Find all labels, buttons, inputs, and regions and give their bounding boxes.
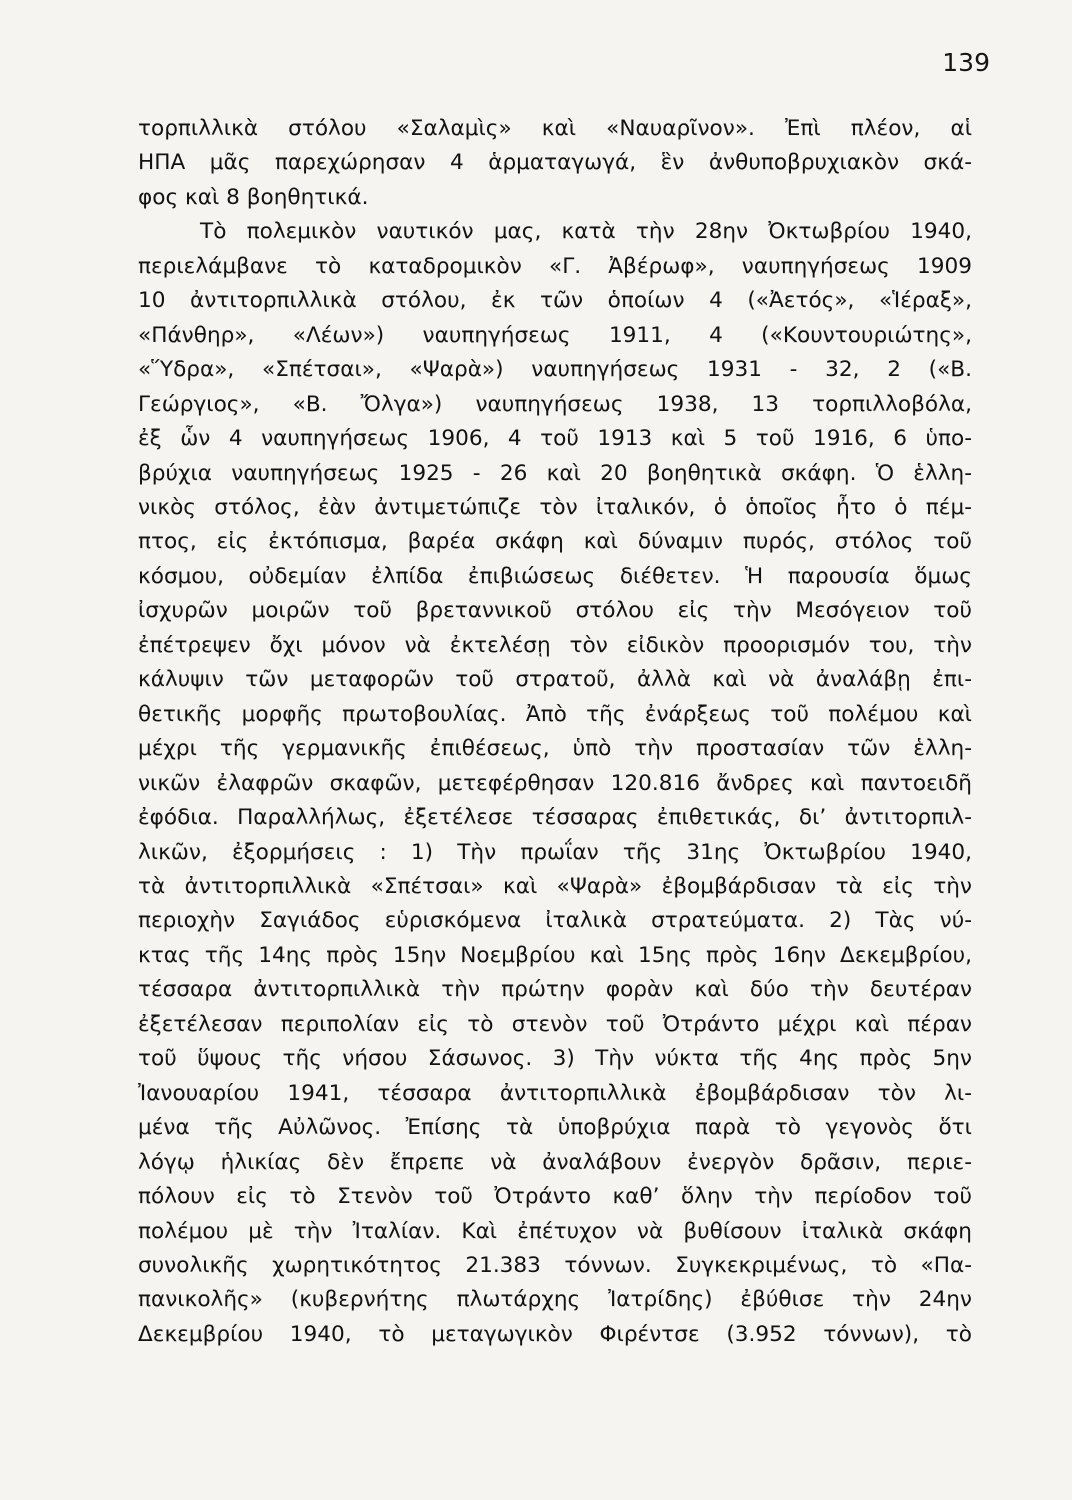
text-line: φος καὶ 8 βοηθητικά. — [138, 184, 369, 210]
text-line: «Πάνθηρ», «Λέων») ναυπηγήσεως 1911, 4 («Κουντουριώτης», — [138, 322, 972, 348]
paragraph-1 — [138, 112, 972, 215]
page-number: 139 — [942, 48, 990, 77]
text-line: ἰσχυρῶν μοιρῶν τοῦ βρεταννικοῦ στόλου εἰς τὴν Μεσόγειον τοῦ — [138, 598, 972, 624]
text-line: κτας τῆς 14ης πρὸς 15ην Νοεμβρίου καὶ 15ης πρὸς 16ην Δεκεμβρίου, — [138, 942, 972, 968]
text-line: κόσμου, οὐδεμίαν ἐλπίδα ἐπιβιώσεως διέθετεν. Ἡ παρουσία ὅμως — [138, 563, 972, 589]
text-line: τοῦ ὕψους τῆς νήσου Σάσωνος. 3) Τὴν νύκτα τῆς 4ης πρὸς 5ην — [138, 1046, 972, 1072]
text-line: πανικολῆς» (κυβερνήτης πλωτάρχης Ἰατρίδης) ἐβύθισε τὴν 24ην — [138, 1287, 972, 1313]
text-line: νικῶν ἐλαφρῶν σκαφῶν, μετεφέρθησαν 120.816 ἄνδρες καὶ παντοειδῆ — [138, 770, 972, 796]
text-line: νικὸς στόλος, ἐὰν ἀντιμετώπιζε τὸν ἰταλικόν, ὁ ὁποῖος ἦτο ὁ πέμ- — [138, 494, 972, 520]
text-line: 10 ἀντιτορπιλλικὰ στόλου, ἐκ τῶν ὁποίων 4 («Ἀετός», «Ἱέραξ», — [138, 288, 972, 314]
text-line: ΗΠΑ μᾶς παρεχώρησαν 4 ἁρματαγωγά, ἓν ἀνθυποβρυχιακὸν σκά- — [138, 150, 972, 176]
text-line: μένα τῆς Αὐλῶνος. Ἐπίσης τὰ ὑποβρύχια παρὰ τὸ γεγονὸς ὅτι — [138, 1115, 972, 1141]
text-line: ἐφόδια. Παραλλήλως, ἐξετέλεσε τέσσαρας ἐπιθετικάς, δι’ ἀντιτορπιλ- — [138, 805, 972, 831]
text-line: Γεώργιος», «Β. Ὄλγα») ναυπηγήσεως 1938, 13 τορπιλλοβόλα, — [138, 391, 972, 417]
text-line: κάλυψιν τῶν μεταφορῶν τοῦ στρατοῦ, ἀλλὰ καὶ νὰ ἀναλάβῃ ἐπι- — [138, 667, 972, 693]
text-line: τορπιλλικὰ στόλου «Σαλαμὶς» καὶ «Ναυαρῖνον». Ἐπὶ πλέον, αἱ — [138, 116, 972, 141]
text-line: λόγῳ ἡλικίας δὲν ἔπρεπε νὰ ἀναλάβουν ἐνεργὸν δρᾶσιν, περιε- — [138, 1149, 972, 1175]
text-line: ἐπέτρεψεν ὄχι μόνον νὰ ἐκτελέσῃ τὸν εἰδικὸν προορισμόν του, τὴν — [138, 632, 972, 658]
text-line: ἐξετέλεσαν περιπολίαν εἰς τὸ στενὸν τοῦ Ὀτράντο μέχρι καὶ πέραν — [138, 1011, 972, 1037]
text-line: τέσσαρα ἀντιτορπιλλικὰ τὴν πρώτην φορὰν καὶ δύο τὴν δευτέραν — [138, 977, 972, 1003]
text-line: θετικῆς μορφῆς πρωτοβουλίας. Ἀπὸ τῆς ἐνάρξεως τοῦ πολέμου καὶ — [138, 701, 972, 727]
text-line: μέχρι τῆς γερμανικῆς ἐπιθέσεως, ὑπὸ τὴν προστασίαν τῶν ἑλλη- — [138, 736, 972, 762]
text-line: περιελάμβανε τὸ καταδρομικὸν «Γ. Ἀβέρωφ», ναυπηγήσεως 1909 — [138, 253, 972, 279]
text-line: «Ὕδρα», «Σπέτσαι», «Ψαρὰ») ναυπηγήσεως 1931 - 32, 2 («Β. — [138, 357, 972, 383]
text-line: ἐξ ὧν 4 ναυπηγήσεως 1906, 4 τοῦ 1913 καὶ 5 τοῦ 1916, 6 ὑπο- — [138, 426, 972, 452]
text-line: λικῶν, ἐξορμήσεις : 1) Τὴν πρωΐαν τῆς 31ης Ὀκτωβρίου 1940, — [138, 839, 972, 865]
text-line: βρύχια ναυπηγήσεως 1925 - 26 καὶ 20 βοηθητικὰ σκάφη. Ὁ ἑλλη- — [138, 460, 972, 486]
text-line: τὰ ἀντιτορπιλλικὰ «Σπέτσαι» καὶ «Ψαρὰ» ἐβομβάρδισαν τὰ εἰς τὴν — [138, 873, 972, 899]
paragraph-2 — [138, 215, 972, 1352]
text-line: Δεκεμβρίου 1940, τὸ μεταγωγικὸν Φιρέντσε (3.952 τόννων), τὸ — [138, 1321, 972, 1347]
text-line: Τὸ πολεμικὸν ναυτικόν μας, κατὰ τὴν 28ην Ὀκτωβρίου 1940, — [200, 219, 972, 245]
text-line: πτος, εἰς ἐκτόπισμα, βαρέα σκάφη καὶ δύναμιν πυρός, στόλος τοῦ — [138, 529, 972, 555]
text-line: πόλουν εἰς τὸ Στενὸν τοῦ Ὀτράντο καθ’ ὅλην τὴν περίοδον τοῦ — [138, 1184, 972, 1210]
text-line: περιοχὴν Σαγιάδος εὑρισκόμενα ἰταλικὰ στρατεύματα. 2) Τὰς νύ- — [138, 908, 972, 934]
text-line: Ἰανουαρίου 1941, τέσσαρα ἀντιτορπιλλικὰ ἐβομβάρδισαν τὸν λι- — [138, 1080, 972, 1106]
text-line: πολέμου μὲ τὴν Ἰταλίαν. Καὶ ἐπέτυχον νὰ βυθίσουν ἰταλικὰ σκάφη — [138, 1218, 972, 1244]
body-text — [138, 112, 972, 1352]
text-line: συνολικῆς χωρητικότητος 21.383 τόννων. Συγκεκριμένως, τὸ «Πα- — [138, 1252, 972, 1278]
